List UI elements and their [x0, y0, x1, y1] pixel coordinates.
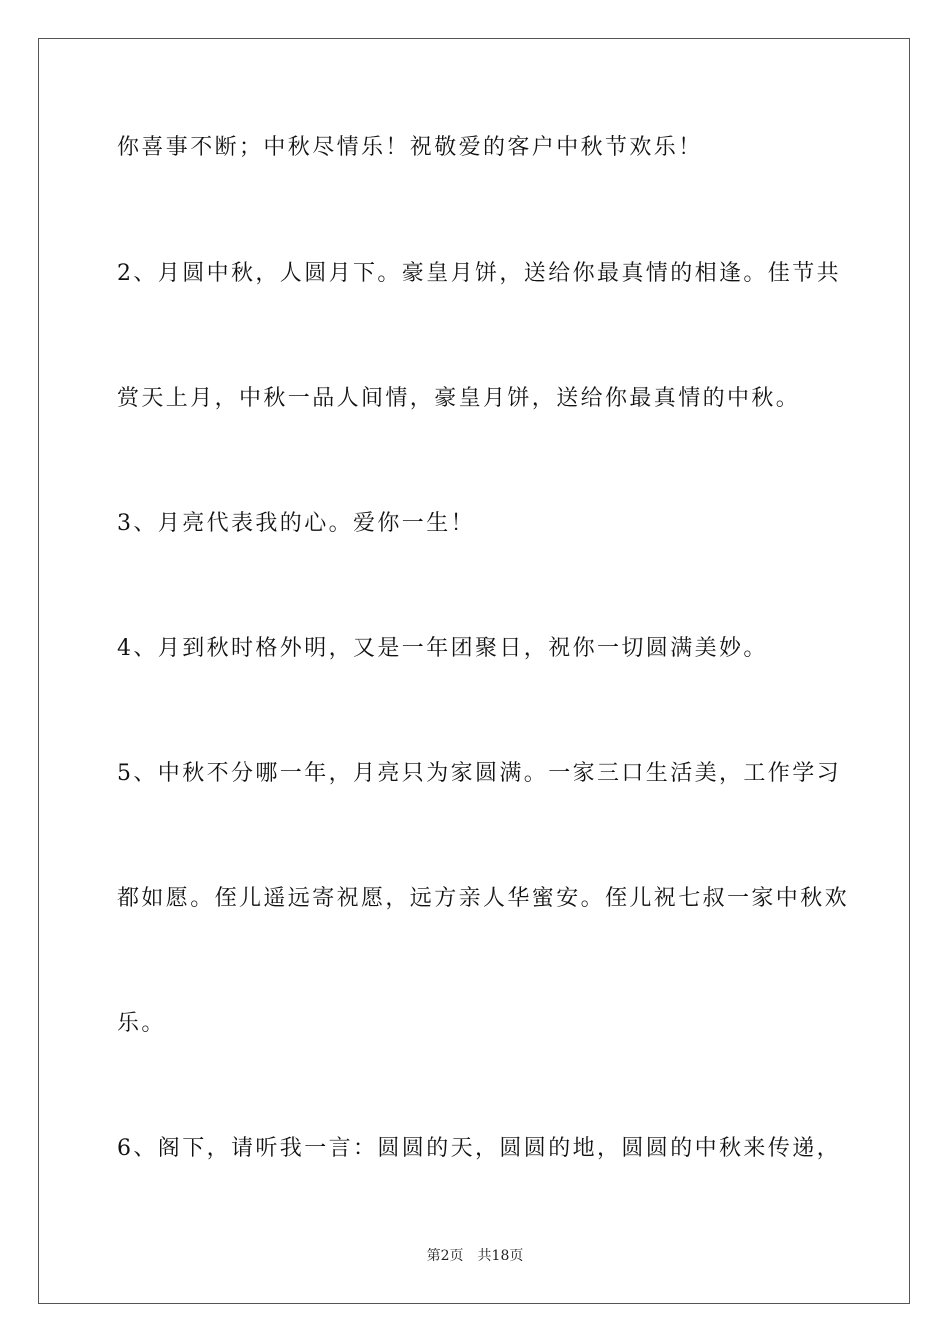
text-line-5: 4、月到秋时格外明，又是一年团聚日，祝你一切圆满美妙。 [117, 636, 768, 661]
text-line-4: 3、月亮代表我的心。爱你一生！ [117, 511, 475, 536]
text-line-8: 乐。 [117, 1011, 166, 1036]
page-number: 第2页 [426, 1248, 464, 1264]
text-line-1: 你喜事不断；中秋尽情乐！祝敬爱的客户中秋节欢乐！ [117, 135, 703, 160]
text-line-6: 5、中秋不分哪一年，月亮只为家圆满。一家三口生活美，工作学习 [117, 761, 841, 786]
page-footer [0, 1246, 950, 1266]
text-line-7: 都如愿。侄儿遥远寄祝愿，远方亲人华蜜安。侄儿祝七叔一家中秋欢 [117, 886, 850, 911]
text-line-9: 6、阁下，请听我一言：圆圆的天，圆圆的地，圆圆的中秋来传递， [117, 1136, 841, 1161]
page-border [38, 38, 910, 1304]
text-line-2: 2、月圆中秋，人圆月下。豪皇月饼，送给你最真情的相逢。佳节共 [117, 261, 841, 286]
text-line-3: 赏天上月，中秋一品人间情，豪皇月饼，送给你最真情的中秋。 [117, 386, 801, 411]
page-total: 共18页 [477, 1248, 524, 1264]
